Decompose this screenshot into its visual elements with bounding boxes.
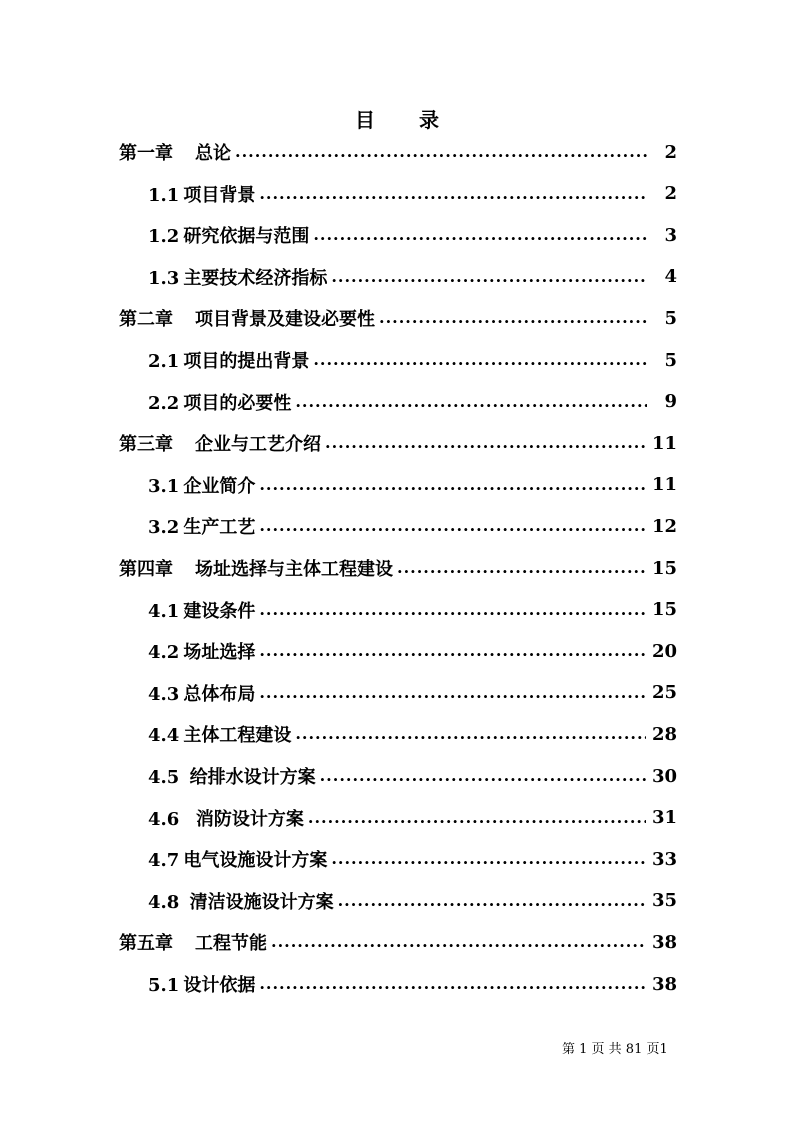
toc-section-entry bbox=[148, 471, 677, 499]
toc-entry-text: 总体布局 bbox=[183, 683, 256, 705]
toc-entry-label bbox=[148, 763, 320, 789]
toc-page-number: 33 bbox=[651, 848, 677, 870]
toc-leader-dots bbox=[338, 887, 646, 915]
toc-chapter-entry bbox=[119, 928, 677, 956]
toc-entry-label bbox=[119, 555, 397, 581]
toc-page-number: 38 bbox=[651, 931, 677, 953]
toc-leader-dots bbox=[271, 928, 646, 956]
toc-entry-label bbox=[148, 680, 259, 706]
toc-section-entry bbox=[148, 596, 677, 624]
toc-entry-text: 企业简介 bbox=[183, 475, 256, 497]
toc-entry-text: 项目的提出背景 bbox=[183, 351, 310, 372]
toc-entry-label bbox=[148, 264, 331, 290]
toc-entry-label bbox=[148, 513, 259, 539]
toc-page-number: 2 bbox=[664, 141, 677, 163]
toc-leader-dots bbox=[259, 679, 646, 707]
toc-page-number: 11 bbox=[651, 474, 677, 496]
toc-section-entry bbox=[148, 762, 677, 790]
toc-page-number: 5 bbox=[664, 349, 677, 371]
toc-leader-dots bbox=[325, 429, 646, 457]
toc-entry-number: 第二章 bbox=[119, 309, 173, 331]
toc-entry-label bbox=[119, 430, 325, 456]
toc-section-entry bbox=[148, 263, 677, 291]
toc-section-entry bbox=[148, 679, 677, 707]
toc-section-entry bbox=[148, 512, 677, 540]
toc-leader-dots bbox=[259, 512, 646, 540]
toc-leader-dots bbox=[259, 180, 647, 208]
toc-entry-label bbox=[119, 305, 379, 331]
toc-entry-number: 4.6 bbox=[148, 808, 180, 830]
page-footer: 第 1 页 共 81 页1 bbox=[562, 1042, 668, 1057]
toc-entry-number: 1.1 bbox=[148, 184, 180, 206]
toc-entry-text: 建设条件 bbox=[183, 600, 256, 622]
toc-entry-number: 1.2 bbox=[148, 226, 180, 248]
toc-entry-text: 清洁设施设计方案 bbox=[183, 891, 334, 913]
toc-leader-dots bbox=[320, 762, 646, 790]
toc-leader-dots bbox=[331, 263, 647, 291]
toc-leader-dots bbox=[235, 138, 647, 166]
toc-leader-dots bbox=[259, 596, 646, 624]
toc-entry-number: 第四章 bbox=[119, 559, 173, 580]
toc-page-number: 30 bbox=[651, 765, 677, 787]
toc-entry-label bbox=[148, 888, 338, 914]
toc-section-entry bbox=[148, 388, 677, 416]
toc-page-number: 12 bbox=[651, 515, 677, 537]
toc-chapter-entry bbox=[119, 554, 677, 582]
toc-page-number: 15 bbox=[651, 599, 677, 621]
toc-entry-number: 5.1 bbox=[148, 975, 180, 996]
toc-entry-label bbox=[148, 389, 295, 415]
toc-entry-number: 第一章 bbox=[119, 143, 173, 164]
toc-entry-text: 电气设施设计方案 bbox=[183, 850, 328, 872]
toc-page-number: 25 bbox=[651, 682, 677, 704]
toc-entry-number: 4.1 bbox=[148, 600, 180, 622]
toc-entry-label bbox=[148, 222, 313, 248]
toc-entry-label bbox=[119, 139, 235, 165]
toc-entry-text: 工程节能 bbox=[195, 933, 267, 955]
toc-entry-number: 4.3 bbox=[148, 683, 180, 705]
toc-leader-dots bbox=[397, 554, 646, 582]
toc-leader-dots bbox=[308, 804, 646, 832]
toc-entry-text: 消防设计方案 bbox=[183, 808, 304, 830]
toc-entry-label bbox=[148, 472, 259, 498]
toc-entry-text: 设计依据 bbox=[183, 975, 256, 996]
toc-entry-label bbox=[148, 597, 259, 623]
toc-entry-label bbox=[148, 846, 331, 872]
toc-entry-text: 给排水设计方案 bbox=[183, 767, 316, 788]
toc-entry-text: 项目的必要性 bbox=[183, 392, 292, 414]
toc-entry-text: 总论 bbox=[195, 143, 231, 164]
toc-entry-text: 企业与工艺介绍 bbox=[195, 434, 321, 456]
toc-entry-number: 4.4 bbox=[148, 725, 180, 747]
toc-section-entry bbox=[148, 720, 677, 748]
toc-entry-number: 2.1 bbox=[148, 351, 180, 372]
toc-chapter-entry bbox=[119, 304, 677, 332]
toc-page-number: 28 bbox=[651, 723, 677, 745]
toc-leader-dots bbox=[259, 637, 646, 665]
toc-entry-number: 1.3 bbox=[148, 267, 180, 289]
toc-entry-label bbox=[148, 347, 313, 373]
toc-page-number: 4 bbox=[664, 266, 677, 288]
toc-page-number: 15 bbox=[651, 557, 677, 579]
toc-entry-number: 第五章 bbox=[119, 933, 173, 955]
toc-entry-text: 主要技术经济指标 bbox=[183, 267, 328, 289]
toc-section-entry bbox=[148, 804, 677, 832]
toc-entry-label bbox=[148, 805, 308, 831]
toc-page-number: 11 bbox=[651, 432, 677, 454]
toc-title bbox=[0, 104, 794, 133]
toc-section-entry bbox=[148, 845, 677, 873]
toc-section-entry bbox=[148, 970, 677, 998]
toc-leader-dots bbox=[295, 720, 646, 748]
toc-entry-number: 3.1 bbox=[148, 475, 180, 497]
toc-section-entry bbox=[148, 221, 677, 249]
toc-page-number: 38 bbox=[651, 973, 677, 995]
toc-entry-text: 项目背景及建设必要性 bbox=[195, 309, 375, 331]
toc-page-number: 31 bbox=[651, 807, 677, 829]
toc-entry-label bbox=[148, 181, 259, 207]
toc-leader-dots bbox=[313, 221, 647, 249]
toc-entry-number: 2.2 bbox=[148, 392, 180, 414]
toc-entry-number: 4.8 bbox=[148, 891, 180, 913]
toc-leader-dots bbox=[331, 845, 646, 873]
toc-page-number: 35 bbox=[651, 890, 677, 912]
toc-entry-text: 生产工艺 bbox=[183, 517, 256, 539]
toc-chapter-entry bbox=[119, 138, 677, 166]
toc-leader-dots bbox=[313, 346, 647, 374]
toc-entry-number: 4.5 bbox=[148, 767, 180, 788]
toc-page-number: 20 bbox=[651, 640, 677, 662]
toc-entry-text: 项目背景 bbox=[183, 184, 256, 206]
toc-entry-label bbox=[148, 638, 259, 664]
toc-entry-text: 场址选择与主体工程建设 bbox=[195, 559, 393, 580]
toc-entry-number: 3.2 bbox=[148, 517, 180, 539]
toc-page-number: 9 bbox=[664, 391, 677, 413]
toc-section-entry bbox=[148, 180, 677, 208]
toc-page-number: 5 bbox=[664, 307, 677, 329]
toc-entry-label bbox=[148, 971, 259, 997]
toc-entry-label bbox=[119, 929, 271, 955]
toc-section-entry bbox=[148, 346, 677, 374]
toc-entry-text: 场址选择 bbox=[183, 642, 256, 664]
toc-leader-dots bbox=[259, 471, 646, 499]
toc-leader-dots bbox=[259, 970, 646, 998]
toc-leader-dots bbox=[379, 304, 647, 332]
toc-chapter-entry bbox=[119, 429, 677, 457]
toc-title-char-2: 录 bbox=[419, 108, 439, 132]
toc-entry-text: 研究依据与范围 bbox=[183, 226, 310, 248]
toc-section-entry bbox=[148, 637, 677, 665]
toc-entry-number: 4.7 bbox=[148, 850, 180, 872]
toc-entry-label bbox=[148, 721, 295, 747]
toc-section-entry bbox=[148, 887, 677, 915]
toc-page-number: 3 bbox=[664, 224, 677, 246]
toc-leader-dots bbox=[295, 388, 647, 416]
toc-page-number: 2 bbox=[664, 183, 677, 205]
toc-title-char-1: 目 bbox=[355, 108, 375, 132]
toc-entry-number: 4.2 bbox=[148, 642, 180, 664]
toc-entry-text: 主体工程建设 bbox=[183, 725, 292, 747]
toc-entry-number: 第三章 bbox=[119, 434, 173, 456]
